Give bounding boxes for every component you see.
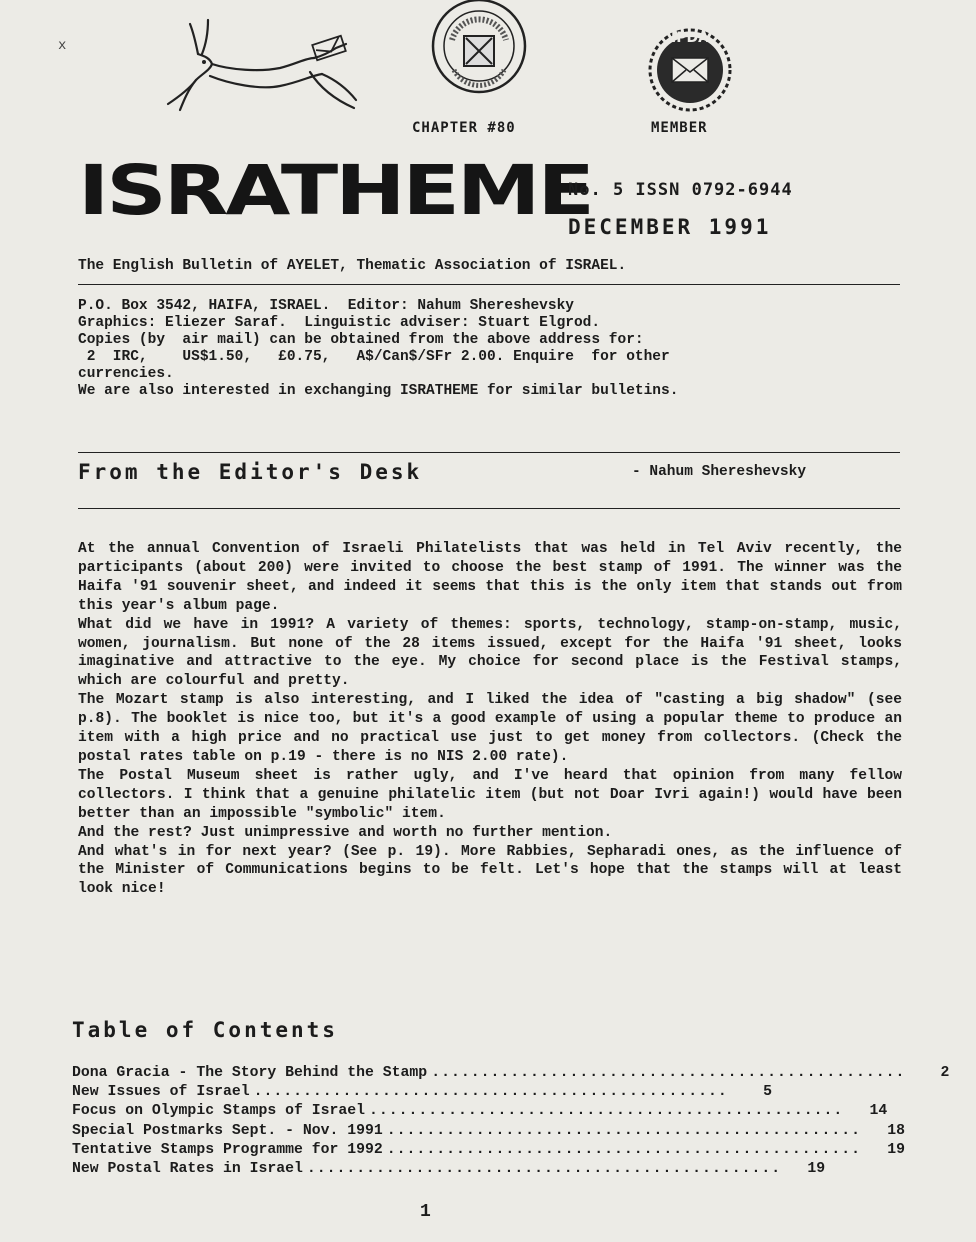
divider (78, 508, 900, 509)
info-line: Graphics: Eliezer Saraf. Linguistic adviser: Stuart Elgrod. (78, 315, 601, 331)
info-line: 2 IRC, US$1.50, £0.75, A$/Can$/SFr 2.00. Enquire for other (78, 349, 670, 365)
info-line: We are also interested in exchanging ISRATHEME for similar bulletins. (78, 383, 679, 399)
info-line: P.O. Box 3542, HAIFA, ISRAEL. Editor: Nahum Shereshevsky (78, 298, 574, 314)
article-paragraph: The Mozart stamp is also interesting, and I liked the idea of "casting a big shadow" (see p.8). The booklet is nice too, but it's a good example of using a popular theme to produce an item with a high price and no practical use just to get money from collectors. (Check the postal rates table on p.19 - there is no NIS 2.00 rate). (78, 692, 902, 765)
bulletin-subtitle: The English Bulletin of AYELET, Thematic Association of ISRAEL. (78, 258, 627, 274)
toc-entry-title: New Issues of Israel (72, 1084, 250, 1101)
issue-date: DECEMBER 1991 (568, 215, 772, 239)
toc-entry-title: New Postal Rates in Israel (72, 1161, 303, 1178)
toc-leader: ................................................ (431, 1065, 906, 1081)
toc-leader: ................................................ (306, 1161, 782, 1178)
toc-entry (72, 1160, 826, 1179)
toc-heading: Table of Contents (72, 1018, 338, 1042)
toc-entry (72, 1141, 906, 1160)
info-line: currencies. (78, 366, 174, 382)
toc-entry-page: 14 (869, 1103, 888, 1120)
toc-leader: ................................................ (253, 1084, 728, 1101)
article-paragraph: And the rest? Just unimpressive and worth no further mention. (78, 824, 613, 841)
ipda-emblem-text: IPDA (671, 30, 709, 46)
editor-byline: - Nahum Shereshevsky (632, 464, 807, 480)
editor-article (78, 540, 902, 899)
divider (78, 452, 900, 453)
toc-entry-title: Focus on Olympic Stamps of Israel (72, 1103, 366, 1120)
article-paragraph: The Postal Museum sheet is rather ugly, and I've heard that opinion from many fellow collectors. I think that a genuine philatelic item (but not Doar Ivri again!) would have been better than an impossible "symbolic" item. (78, 767, 902, 822)
corner-mark: x (58, 38, 67, 54)
article-paragraph: And what's in for next year? (See p. 19). More Rabbies, Sepharadi ones, as the influence of the Minister of Communications begins to be felt. Let's hope that the stamps will at least look nice! (78, 843, 902, 898)
toc-entry-page: 19 (807, 1161, 826, 1178)
toc-entry (72, 1064, 950, 1083)
toc-leader: ................................................ (369, 1103, 844, 1120)
toc-entry-title: Tentative Stamps Programme for 1992 (72, 1141, 383, 1158)
toc-entry-title: Special Postmarks Sept. - Nov. 1991 (72, 1122, 383, 1139)
editor-desk-heading: From the Editor's Desk (78, 460, 423, 484)
toc-leader: ................................................ (386, 1122, 862, 1139)
association-seal-icon (424, 0, 534, 100)
publication-info (78, 298, 908, 400)
toc-entry (72, 1102, 888, 1121)
toc-entry-title: Dona Gracia - The Story Behind the Stamp (72, 1065, 428, 1081)
article-paragraph: At the annual Convention of Israeli Philatelists that was held in Tel Aviv recently, the participants (about 200) were invited to choose the best stamp of 1991. The winner was the Haifa '91 souvenir sheet, and indeed it seems that this is the only item that stands out from this year's album page. (78, 541, 902, 614)
article-paragraph: What did we have in 1991? A variety of themes: sports, technology, stamp-on-stamp, music, women, journalism. But none of the 28 items issued, except for the Haifa '91 sheet, looks imaginative and attractive to the eye. My choice for second place is the Festival stamps, which are colourful and pretty. (78, 616, 902, 690)
toc-entry-page: 19 (887, 1141, 906, 1158)
issue-number: No. 5 ISSN 0792-6944 (568, 180, 793, 200)
deer-logo-icon (150, 10, 380, 120)
masthead-title: ISRATHEME (78, 150, 592, 231)
toc-leader: ................................................ (386, 1141, 862, 1158)
ipda-emblem-icon (640, 16, 740, 116)
toc-entry-page: 2 (940, 1065, 950, 1081)
toc-entry (72, 1122, 906, 1141)
toc-entry-page: 18 (887, 1122, 906, 1139)
toc-entry-page: 5 (763, 1084, 772, 1101)
chapter-label: CHAPTER #80 (412, 120, 516, 136)
info-line: Copies (by air mail) can be obtained from the above address for: (78, 332, 644, 348)
toc-entry (72, 1083, 772, 1102)
member-label: MEMBER (651, 120, 708, 136)
table-of-contents (72, 1064, 950, 1179)
divider (78, 284, 900, 285)
page-number: 1 (420, 1202, 431, 1222)
